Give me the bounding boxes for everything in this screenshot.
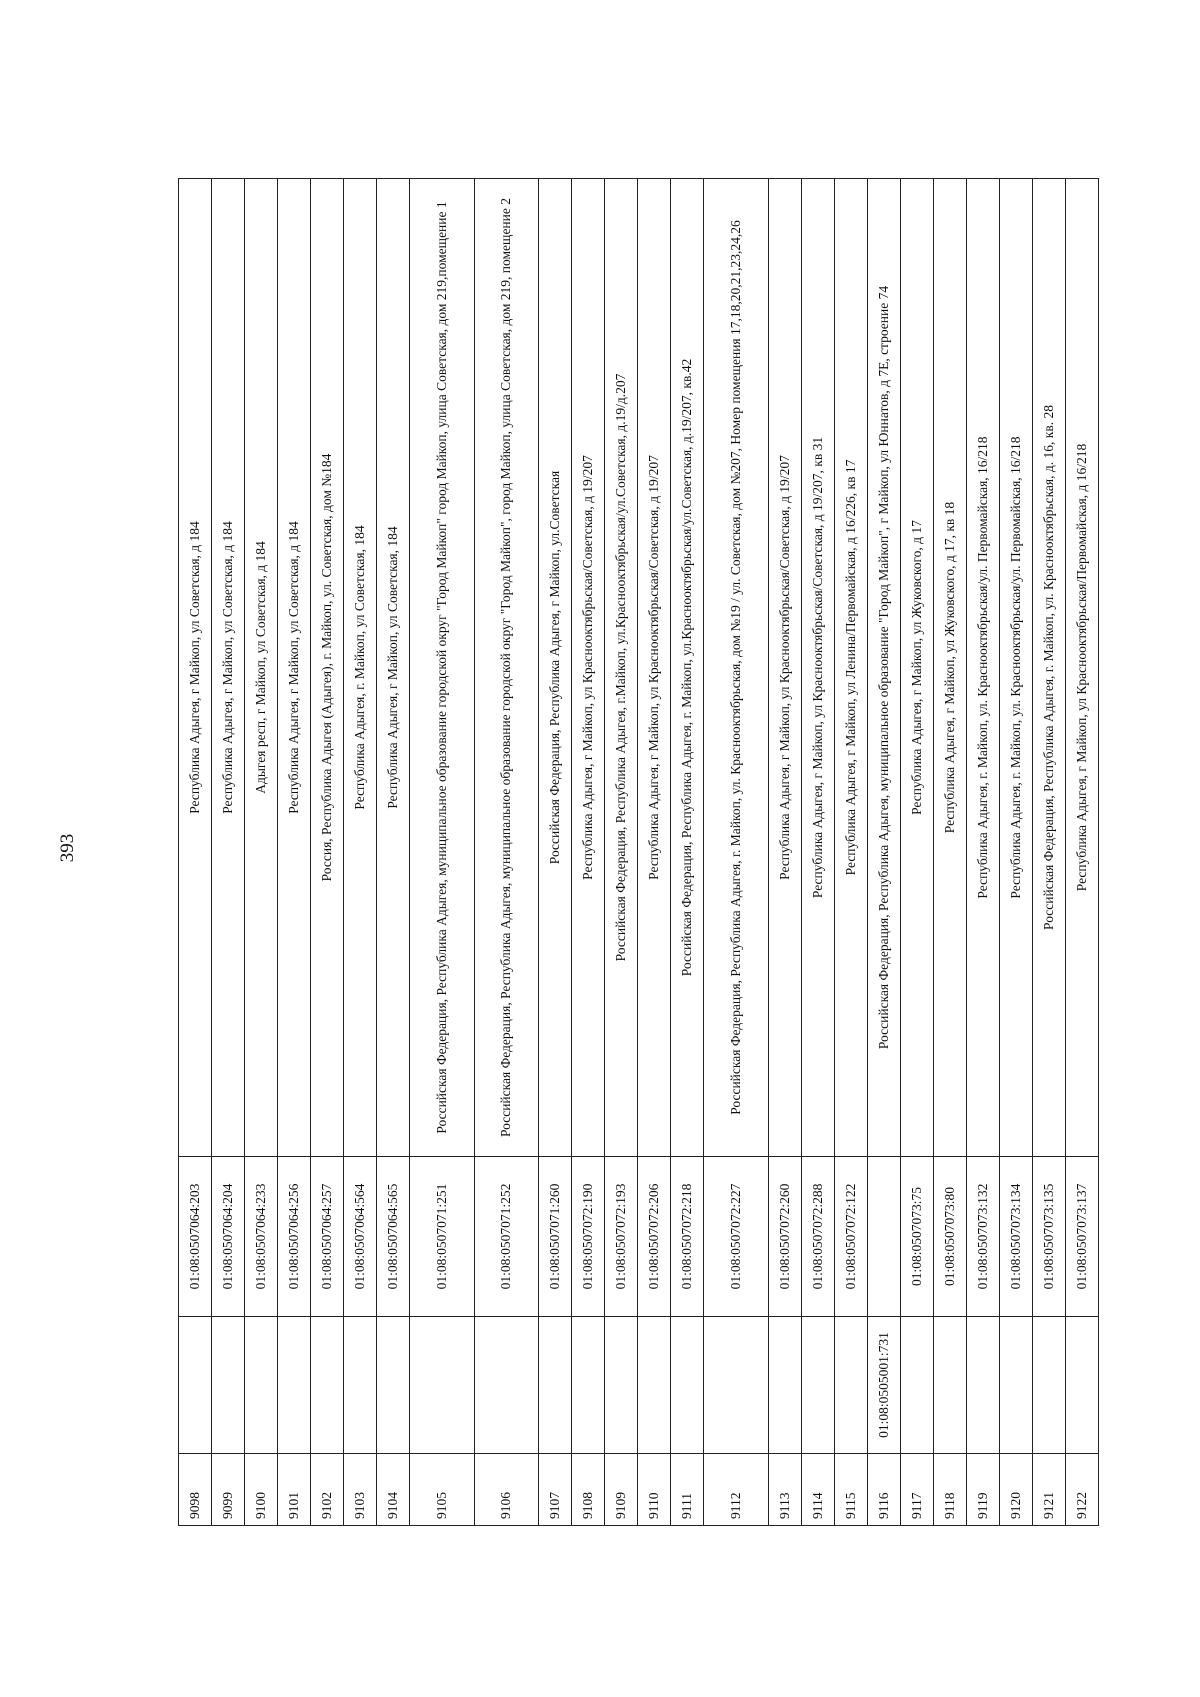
row-number: 9100 xyxy=(245,1454,278,1526)
table-row xyxy=(344,179,377,1526)
address: Республика Адыгея, г Майкоп, ул Краснооктябрьская/Советская, д 19/207 xyxy=(572,179,605,1157)
address: Республика Адыгея, г. Майкоп, ул. Краснооктябрьская/ул. Первомайская, 16/218 xyxy=(966,179,999,1157)
cadastral-number-1 xyxy=(966,1317,999,1454)
table-row xyxy=(1032,179,1065,1526)
cadastral-number-2: 01:08:0507072:288 xyxy=(801,1157,834,1317)
cadastral-number-2: 01:08:0507073:80 xyxy=(933,1157,966,1317)
table-row xyxy=(801,179,834,1526)
cadastral-number-1 xyxy=(245,1317,278,1454)
address: Республика Адыгея, г. Майкоп, ул. Краснооктябрьская/ул. Первомайская, 16/218 xyxy=(999,179,1032,1157)
row-number: 9110 xyxy=(638,1454,671,1526)
page-number: 393 xyxy=(57,833,78,863)
address: Республика Адыгея, г Майкоп, ул Жуковского, д 17 xyxy=(900,179,933,1157)
cadastral-number-2: 01:08:0507073:75 xyxy=(900,1157,933,1317)
cadastral-number-2: 01:08:0507073:137 xyxy=(1065,1157,1098,1317)
table-row xyxy=(999,179,1032,1526)
cadastral-number-2: 01:08:0507072:206 xyxy=(638,1157,671,1317)
cadastral-number-1 xyxy=(410,1317,474,1454)
cadastral-number-2: 01:08:0507064:564 xyxy=(344,1157,377,1317)
cadastral-number-1 xyxy=(1032,1317,1065,1454)
cadastral-number-1 xyxy=(278,1317,311,1454)
table-row xyxy=(966,179,999,1526)
address: Республика Адыгея, г Майкоп, ул Советская, д 184 xyxy=(179,179,212,1157)
table-row xyxy=(572,179,605,1526)
cadastral-number-1 xyxy=(212,1317,245,1454)
row-number: 9119 xyxy=(966,1454,999,1526)
address: Российская Федерация, Республика Адыгея, г Майкоп, ул.Советская xyxy=(539,179,572,1157)
cadastral-number-2: 01:08:0507071:252 xyxy=(474,1157,538,1317)
table-row xyxy=(671,179,704,1526)
table-row xyxy=(212,179,245,1526)
address: Республика Адыгея, г Майкоп, ул Краснооктябрьская/Первомайская, д 16/218 xyxy=(1065,179,1098,1157)
cadastral-number-2: 01:08:0507073:135 xyxy=(1032,1157,1065,1317)
row-number: 9111 xyxy=(671,1454,704,1526)
row-number: 9117 xyxy=(900,1454,933,1526)
row-number: 9109 xyxy=(605,1454,638,1526)
cadastral-number-1 xyxy=(801,1317,834,1454)
cadastral-number-1 xyxy=(572,1317,605,1454)
row-number: 9107 xyxy=(539,1454,572,1526)
cadastral-number-1 xyxy=(311,1317,344,1454)
row-number: 9105 xyxy=(410,1454,474,1526)
row-number: 9118 xyxy=(933,1454,966,1526)
table-row xyxy=(474,179,538,1526)
address: Российская Федерация, Республика Адыгея, г.Майкоп, ул.Краснооктябрьская/ул.Советская, д.19/д.207 xyxy=(605,179,638,1157)
cadastral-number-1 xyxy=(179,1317,212,1454)
table-body xyxy=(179,179,1099,1526)
row-number: 9099 xyxy=(212,1454,245,1526)
table-row xyxy=(605,179,638,1526)
table-row xyxy=(638,179,671,1526)
cadastral-number-2: 01:08:0507073:132 xyxy=(966,1157,999,1317)
address: Республика Адыгея, г Майкоп, ул Краснооктябрьская/Советская, д 19/207 xyxy=(768,179,801,1157)
cadastral-table xyxy=(178,178,1099,1526)
table-row xyxy=(278,179,311,1526)
cadastral-number-1 xyxy=(834,1317,867,1454)
table-row xyxy=(834,179,867,1526)
cadastral-number-1 xyxy=(704,1317,768,1454)
cadastral-number-1 xyxy=(768,1317,801,1454)
table-row xyxy=(377,179,410,1526)
cadastral-number-1 xyxy=(377,1317,410,1454)
address: Адыгея респ, г Майкоп, ул Советская, д 184 xyxy=(245,179,278,1157)
address: Российская Федерация, Республика Адыгея, г. Майкоп, ул. Краснооктябрьская, дом №19 / ул. Советская, дом №207, Номер помещения 17,18,20,21,23,24,26 xyxy=(704,179,768,1157)
address: Республика Адыгея, г Майкоп, ул Краснооктябрьская/Советская, д 19/207, кв 31 xyxy=(801,179,834,1157)
cadastral-number-1 xyxy=(638,1317,671,1454)
cadastral-number-2: 01:08:0507072:193 xyxy=(605,1157,638,1317)
row-number: 9114 xyxy=(801,1454,834,1526)
row-number: 9115 xyxy=(834,1454,867,1526)
row-number: 9120 xyxy=(999,1454,1032,1526)
table-row xyxy=(1065,179,1098,1526)
row-number: 9108 xyxy=(572,1454,605,1526)
cadastral-number-2: 01:08:0507064:203 xyxy=(179,1157,212,1317)
table-row xyxy=(311,179,344,1526)
row-number: 9112 xyxy=(704,1454,768,1526)
address: Республика Адыгея, г. Майкоп, ул Советская, 184 xyxy=(344,179,377,1157)
cadastral-number-2: 01:08:0507064:233 xyxy=(245,1157,278,1317)
cadastral-number-1 xyxy=(933,1317,966,1454)
cadastral-number-2: 01:08:0507071:260 xyxy=(539,1157,572,1317)
address: Республика Адыгея, г Майкоп, ул Жуковского, д 17, кв 18 xyxy=(933,179,966,1157)
address: Российская Федерация, Республика Адыгея, муниципальное образование городской округ "Город Майкоп", город Майкоп, улица Советская, дом 219, помещение 2 xyxy=(474,179,538,1157)
cadastral-number-2: 01:08:0507064:256 xyxy=(278,1157,311,1317)
cadastral-number-1 xyxy=(671,1317,704,1454)
address: Республика Адыгея, г Майкоп, ул Советская, 184 xyxy=(377,179,410,1157)
cadastral-number-1: 01:08:0505001:731 xyxy=(867,1317,900,1454)
cadastral-number-2: 01:08:0507072:190 xyxy=(572,1157,605,1317)
cadastral-number-2 xyxy=(867,1157,900,1317)
cadastral-number-1 xyxy=(900,1317,933,1454)
address: Республика Адыгея, г Майкоп, ул Советская, д 184 xyxy=(278,179,311,1157)
table-row xyxy=(900,179,933,1526)
cadastral-number-1 xyxy=(474,1317,538,1454)
row-number: 9101 xyxy=(278,1454,311,1526)
row-number: 9104 xyxy=(377,1454,410,1526)
table-row xyxy=(179,179,212,1526)
address: Республика Адыгея, г Майкоп, ул Советская, д 184 xyxy=(212,179,245,1157)
address: Республика Адыгея, г Майкоп, ул Ленина/Первомайская, д 16/226, кв 17 xyxy=(834,179,867,1157)
cadastral-number-1 xyxy=(1065,1317,1098,1454)
address: Российская Федерация, Республика Адыгея, муниципальное образование городской округ "Город Майкоп" город Майкоп, улица Советская, дом 219,помещение 1 xyxy=(410,179,474,1157)
cadastral-number-2: 01:08:0507064:565 xyxy=(377,1157,410,1317)
cadastral-number-2: 01:08:0507064:204 xyxy=(212,1157,245,1317)
cadastral-number-1 xyxy=(605,1317,638,1454)
table-row xyxy=(410,179,474,1526)
row-number: 9122 xyxy=(1065,1454,1098,1526)
address: Россия, Республика Адыгея (Адыгея), г. Майкоп, ул. Советская, дом №184 xyxy=(311,179,344,1157)
cadastral-number-1 xyxy=(999,1317,1032,1454)
cadastral-number-1 xyxy=(539,1317,572,1454)
cadastral-number-1 xyxy=(344,1317,377,1454)
rotated-table-container xyxy=(178,179,1098,1526)
table-row xyxy=(867,179,900,1526)
cadastral-number-2: 01:08:0507072:227 xyxy=(704,1157,768,1317)
row-number: 9098 xyxy=(179,1454,212,1526)
cadastral-number-2: 01:08:0507073:134 xyxy=(999,1157,1032,1317)
address: Российская Федерация, Республика Адыгея, г. Майкоп, ул.Краснооктябрьская/ул.Советская, д.19/207, кв.42 xyxy=(671,179,704,1157)
table-row xyxy=(704,179,768,1526)
row-number: 9113 xyxy=(768,1454,801,1526)
row-number: 9106 xyxy=(474,1454,538,1526)
address: Российская Федерация, Республика Адыгея, г. Майкоп, ул. Краснооктябрьская, д. 16, кв. 28 xyxy=(1032,179,1065,1157)
cadastral-number-2: 01:08:0507071:251 xyxy=(410,1157,474,1317)
table-row xyxy=(245,179,278,1526)
cadastral-number-2: 01:08:0507072:260 xyxy=(768,1157,801,1317)
row-number: 9103 xyxy=(344,1454,377,1526)
cadastral-number-2: 01:08:0507072:218 xyxy=(671,1157,704,1317)
address: Республика Адыгея, г Майкоп, ул Краснооктябрьская/Советская, д 19/207 xyxy=(638,179,671,1157)
table-row xyxy=(539,179,572,1526)
cadastral-number-2: 01:08:0507072:122 xyxy=(834,1157,867,1317)
table-row xyxy=(768,179,801,1526)
row-number: 9102 xyxy=(311,1454,344,1526)
cadastral-number-2: 01:08:0507064:257 xyxy=(311,1157,344,1317)
table-row xyxy=(933,179,966,1526)
address: Российская Федерация, Республика Адыгея, муниципальное образование "Город Майкоп", г Майкоп, ул Юннатов, д 7Е, строение 74 xyxy=(867,179,900,1157)
row-number: 9116 xyxy=(867,1454,900,1526)
row-number: 9121 xyxy=(1032,1454,1065,1526)
